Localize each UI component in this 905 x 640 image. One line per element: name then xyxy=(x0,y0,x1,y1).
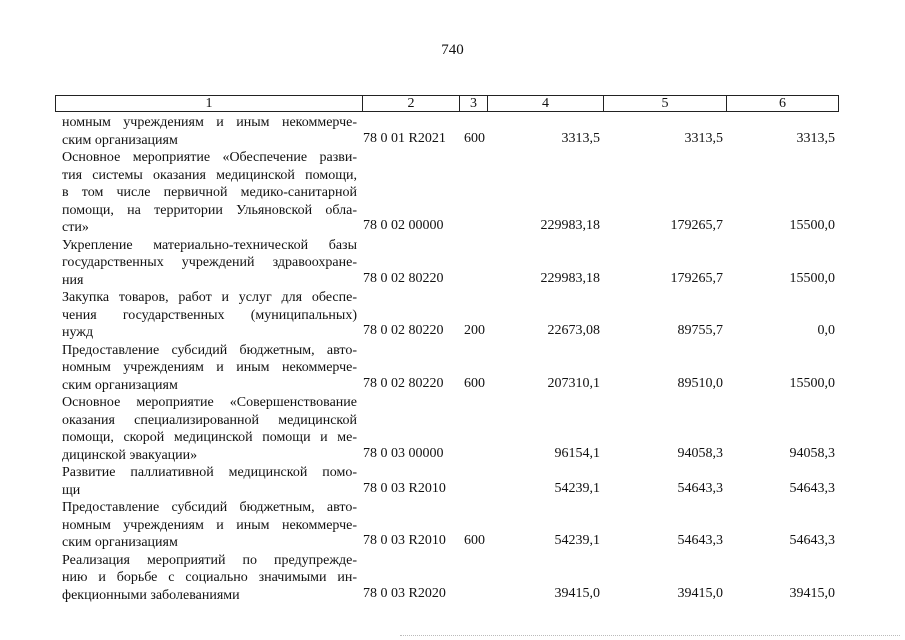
description-line: ским организациям xyxy=(62,377,178,393)
description-line: номным учреждениям и иным некоммерче- xyxy=(62,517,357,533)
row-description xyxy=(62,237,357,290)
description-line: Укрепление материально-технической базы xyxy=(62,237,357,253)
value-col-5: 54643,3 xyxy=(677,533,723,548)
table-row xyxy=(0,149,905,237)
target-code: 78 0 01 R2021 xyxy=(363,130,446,146)
description-line: сти» xyxy=(62,220,89,235)
value-col-5: 39415,0 xyxy=(677,585,723,601)
target-code: 78 0 02 80220 xyxy=(363,270,444,286)
value-col-5: 54643,3 xyxy=(677,480,723,496)
value-col-5: 94058,3 xyxy=(677,445,723,461)
row-description xyxy=(62,114,357,149)
target-code: 78 0 02 80220 xyxy=(363,323,444,338)
row-description xyxy=(62,394,357,464)
row-description xyxy=(62,342,357,395)
value-col-6: 15500,0 xyxy=(789,375,835,391)
expense-type: 200 xyxy=(464,323,485,338)
table-row xyxy=(0,114,905,149)
header-col-6: 6 xyxy=(779,96,786,111)
description-line: чения государственных (муниципальных) xyxy=(62,307,357,323)
table-row xyxy=(0,342,905,395)
description-line: Основное мероприятие «Совершенствование xyxy=(62,395,357,410)
value-col-5: 179265,7 xyxy=(670,218,723,233)
target-code: 78 0 03 R2010 xyxy=(363,533,446,548)
row-description xyxy=(62,149,357,237)
expense-type: 600 xyxy=(464,130,485,146)
table-row xyxy=(0,237,905,290)
target-code: 78 0 02 80220 xyxy=(363,375,444,391)
description-line: помощи, на территории Ульяновской обла- xyxy=(62,202,357,218)
value-col-4: 39415,0 xyxy=(554,585,600,601)
target-code: 78 0 02 00000 xyxy=(363,218,444,233)
table-row xyxy=(0,552,905,605)
value-col-5: 89755,7 xyxy=(677,323,723,338)
row-description xyxy=(62,552,357,605)
header-col-3: 3 xyxy=(470,96,477,111)
description-line: ским организациям xyxy=(62,132,178,148)
target-code: 78 0 03 R2010 xyxy=(363,480,446,496)
value-col-6: 0,0 xyxy=(817,323,835,338)
description-line: государственных учреждений здравоохране- xyxy=(62,255,357,270)
value-col-4: 54239,1 xyxy=(554,533,600,548)
value-col-6: 54643,3 xyxy=(789,533,835,548)
description-line: помощи, скорой медицинской помощи и ме- xyxy=(62,430,357,445)
description-line: фекционными заболеваниями xyxy=(62,587,240,603)
value-col-4: 3313,5 xyxy=(561,130,600,146)
value-col-4: 229983,18 xyxy=(540,270,600,286)
value-col-5: 179265,7 xyxy=(670,270,723,286)
bottom-edge-artifact xyxy=(400,635,900,638)
value-col-6: 15500,0 xyxy=(789,218,835,233)
description-line: Предоставление субсидий бюджетным, авто- xyxy=(62,342,357,358)
page-number: 740 xyxy=(441,42,464,58)
description-line: Реализация мероприятий по предупрежде- xyxy=(62,552,357,568)
table-row xyxy=(0,394,905,464)
table-row xyxy=(0,289,905,342)
value-col-4: 54239,1 xyxy=(554,480,600,496)
header-col-1: 1 xyxy=(205,96,213,111)
description-line: ским организациям xyxy=(62,535,178,550)
value-col-5: 3313,5 xyxy=(684,130,723,146)
value-col-6: 3313,5 xyxy=(796,130,835,146)
value-col-4: 229983,18 xyxy=(540,218,600,233)
table-header xyxy=(55,95,839,112)
expense-type: 600 xyxy=(464,375,485,391)
header-col-2: 2 xyxy=(407,96,415,111)
header-col-5: 5 xyxy=(661,96,669,111)
table-row xyxy=(0,499,905,552)
value-col-4: 207310,1 xyxy=(547,375,600,391)
value-col-5: 89510,0 xyxy=(677,375,723,391)
row-description xyxy=(62,289,357,342)
description-line: нию и борьбе с социально значимыми ин- xyxy=(62,570,357,585)
value-col-4: 22673,08 xyxy=(547,323,600,338)
description-line: Закупка товаров, работ и услуг для обеспе- xyxy=(62,290,357,305)
description-line: нужд xyxy=(62,325,94,340)
value-col-6: 54643,3 xyxy=(789,480,835,496)
table-row xyxy=(0,464,905,499)
header-col-4: 4 xyxy=(542,96,549,111)
value-col-6: 39415,0 xyxy=(789,585,835,601)
description-line: дицинской эвакуации» xyxy=(62,447,198,463)
value-col-4: 96154,1 xyxy=(554,445,600,461)
value-col-6: 15500,0 xyxy=(789,270,835,286)
expense-type: 600 xyxy=(464,533,485,548)
target-code: 78 0 03 00000 xyxy=(363,445,444,461)
value-col-6: 94058,3 xyxy=(789,445,835,461)
target-code: 78 0 03 R2020 xyxy=(363,585,446,601)
description-line: щи xyxy=(62,482,81,498)
description-line: номным учреждениям и иным некоммерче- xyxy=(62,115,357,130)
description-line: оказания специализированной медицинской xyxy=(62,412,357,428)
description-line: ния xyxy=(62,272,84,288)
description-line: Развитие паллиативной медицинской помо- xyxy=(62,465,357,480)
row-description xyxy=(62,464,357,499)
row-description xyxy=(62,499,357,552)
table-body xyxy=(0,114,905,604)
description-line: Основное мероприятие «Обеспечение разви- xyxy=(62,150,357,165)
description-line: тия системы оказания медицинской помощи, xyxy=(62,167,357,183)
description-line: Предоставление субсидий бюджетным, авто- xyxy=(62,500,357,515)
description-line: номным учреждениям и иным некоммерче- xyxy=(62,360,357,375)
description-line: в том числе первичной медико-санитарной xyxy=(62,185,357,200)
